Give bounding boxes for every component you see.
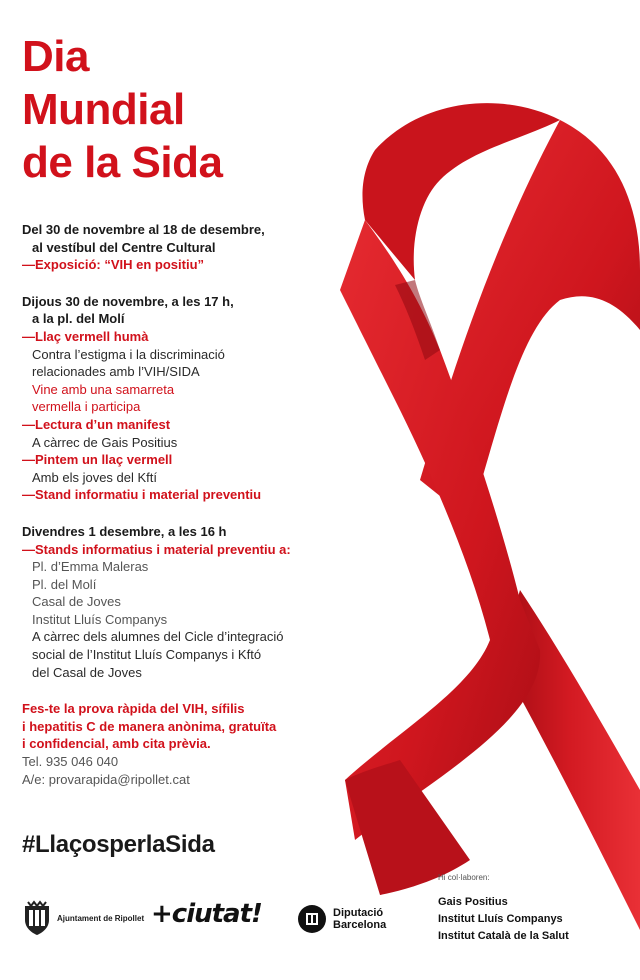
title-line-1: Dia	[22, 32, 89, 81]
collaborator-item: Institut Català de la Salut	[438, 930, 569, 942]
stands-note-2: social de l’Institut Lluís Companys i Kftó	[32, 647, 262, 663]
diputacio-line-2: Barcelona	[333, 919, 387, 931]
place-item: Institut Lluís Companys	[32, 611, 168, 627]
friday-block	[22, 523, 352, 681]
place-item: Pl. del Molí	[32, 576, 97, 592]
thursday-block	[22, 293, 352, 504]
title-line-2: Mundial	[22, 85, 185, 134]
diputacio-seal-icon	[297, 904, 327, 934]
ajuntament-logo	[22, 900, 144, 936]
activity-stands: —Stands informatius i material preventiu a:	[22, 541, 291, 557]
collaborators-list	[438, 894, 569, 945]
testing-email: A/e: provarapida@ripollet.cat	[22, 771, 190, 787]
activity-human-ribbon-desc-1: Contra l’estigma i la discriminació	[32, 346, 225, 362]
activity-human-ribbon: —Llaç vermell humà	[22, 328, 149, 344]
activity-paint-ribbon-desc: Amb els joves del Kftí	[32, 469, 157, 485]
place-item: Casal de Joves	[32, 594, 121, 610]
testing-line-3: i confidencial, amb cita prèvia.	[22, 736, 211, 752]
thursday-place: a la pl. del Molí	[32, 311, 125, 327]
exhibition-activity: —Exposició: “VIH en positiu”	[22, 257, 205, 273]
activity-human-ribbon-call-2: vermella i participa	[32, 399, 141, 415]
exhibition-place: al vestíbul del Centre Cultural	[32, 239, 216, 255]
ajuntament-name: Ajuntament de Ripollet	[57, 913, 145, 923]
diputacio-line-1: Diputació	[333, 907, 384, 919]
testing-line-2: i hepatitis C de manera anònima, gratuïta	[22, 718, 277, 734]
stands-note-1: A càrrec dels alumnes del Cicle d’integració	[32, 629, 284, 645]
testing-block	[22, 700, 352, 788]
collaborator-item: Institut Lluís Companys	[438, 913, 563, 925]
collaborator-item: Gais Positius	[438, 896, 508, 908]
place-item: Pl. d’Emma Maleras	[32, 559, 149, 575]
ripollet-shield-icon	[22, 900, 52, 936]
friday-date: Divendres 1 desembre, a les 16 h	[22, 523, 227, 539]
collaborators-label: Hi col·laboren:	[438, 873, 490, 882]
activity-human-ribbon-call-1: Vine amb una samarreta	[32, 381, 175, 397]
stands-note-3: del Casal de Joves	[32, 664, 142, 680]
testing-line-1: Fes-te la prova ràpida del VIH, sífilis	[22, 701, 245, 717]
exhibition-dates: Del 30 de novembre al 18 de desembre,	[22, 222, 265, 237]
hashtag: #LlaçosperlaSida	[22, 831, 215, 858]
activity-human-ribbon-desc-2: relacionades amb l’VIH/SIDA	[32, 364, 200, 380]
exhibition-block	[22, 221, 352, 274]
activity-stand: —Stand informatiu i material preventiu	[22, 487, 262, 503]
ciutat-logo: +ciutat!	[151, 899, 262, 929]
diputacio-logo	[297, 904, 386, 934]
thursday-date: Dijous 30 de novembre, a les 17 h,	[22, 293, 234, 309]
diputacio-name	[333, 907, 386, 931]
page-title	[22, 30, 222, 189]
activity-manifest: —Lectura d’un manifest	[22, 416, 171, 432]
title-line-3: de la Sida	[22, 138, 223, 187]
activity-paint-ribbon: —Pintem un llaç vermell	[22, 452, 173, 468]
program-content	[22, 221, 352, 807]
testing-phone: Tel. 935 046 040	[22, 754, 119, 770]
activity-manifest-desc: A càrrec de Gais Positius	[32, 434, 178, 450]
